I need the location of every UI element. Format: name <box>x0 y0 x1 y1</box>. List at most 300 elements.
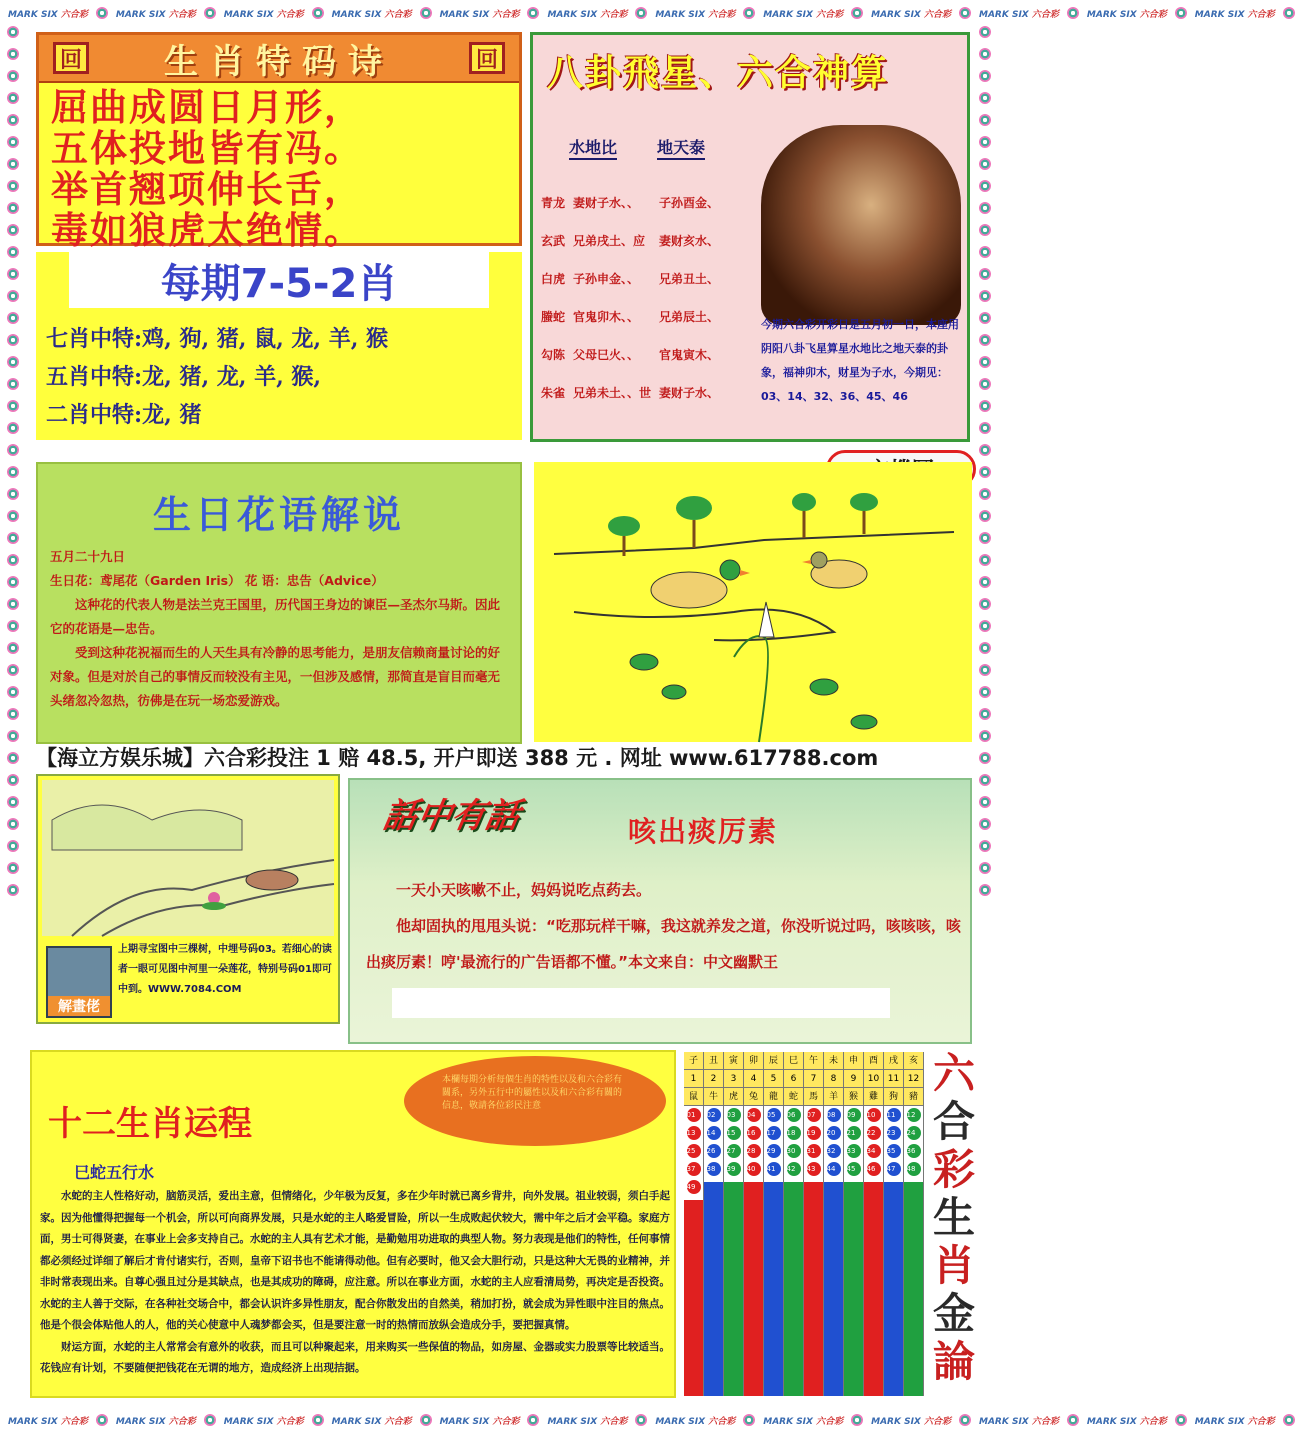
flower-icon <box>96 1414 108 1426</box>
animal-cell: 雞 <box>864 1088 883 1106</box>
flower-icon <box>7 466 19 478</box>
number-cell: 5 <box>764 1070 783 1088</box>
ball-number: 39 <box>727 1162 741 1176</box>
zodiac-fortune-panel <box>30 1050 676 1398</box>
bagua-row <box>537 221 723 259</box>
mark-six-tile: MARK SIX 六合彩 <box>115 1416 196 1427</box>
golden-char: 論 <box>932 1337 975 1386</box>
flower-icon <box>7 532 19 544</box>
animal-cell: 馬 <box>804 1088 823 1106</box>
mark-six-tile: MARK SIX 六合彩 <box>1194 9 1275 20</box>
branch-cell: 辰 <box>764 1052 783 1070</box>
flower-icon <box>7 136 19 148</box>
poem-glyph-right: 回 <box>469 42 505 74</box>
flower-icon <box>743 1414 755 1426</box>
zodiac-column <box>704 1052 724 1396</box>
flower-icon <box>979 730 991 742</box>
animal-cell: 龍 <box>764 1088 783 1106</box>
ball-number: 04 <box>747 1108 761 1122</box>
ball-number: 10 <box>867 1108 881 1122</box>
flower-icon <box>7 92 19 104</box>
flower-icon <box>979 554 991 566</box>
bagua-row <box>537 335 723 373</box>
bottom-border <box>0 1407 1275 1433</box>
flower-icon <box>979 752 991 764</box>
flower-icon <box>7 840 19 852</box>
flower-icon <box>7 48 19 60</box>
ball-number: 20 <box>827 1126 841 1140</box>
flower-icon <box>7 598 19 610</box>
poem-line: 举首翘项伸长舌， <box>51 167 363 211</box>
animal-cell: 兔 <box>744 1088 763 1106</box>
left-border <box>0 26 26 1407</box>
ducks-illustration <box>534 462 972 742</box>
flower-paragraph: 这种花的代表人物是法兰克王国里，历代国王身边的谏臣—圣杰尔马斯。因此它的花语是—忠告。 <box>50 597 501 636</box>
mark-six-tile: MARK SIX 六合彩 <box>1194 1416 1275 1427</box>
flower-icon <box>7 290 19 302</box>
flower-icon <box>635 1414 647 1426</box>
mark-six-tile: MARK SIX 六合彩 <box>871 1416 952 1427</box>
ball-number: 34 <box>867 1144 881 1158</box>
ball-number: 16 <box>747 1126 761 1140</box>
ball-number: 40 <box>747 1162 761 1176</box>
branch-cell: 丑 <box>704 1052 723 1070</box>
zodiac-column <box>744 1052 764 1396</box>
color-band <box>864 1182 883 1396</box>
flower-icon <box>7 510 19 522</box>
flower-icon <box>7 334 19 346</box>
bagua-spirit: 螣蛇 <box>541 309 566 324</box>
ball-number: 31 <box>807 1144 821 1158</box>
ball-number: 26 <box>707 1144 721 1158</box>
flower-icon <box>979 202 991 214</box>
joke-panel <box>348 778 972 1044</box>
flower-icon <box>979 488 991 500</box>
bagua-title: 八卦飛星、六合神算 <box>547 52 890 94</box>
number-cell: 8 <box>824 1070 843 1088</box>
bagua-spirit: 白虎 <box>541 271 566 286</box>
ball-number: 07 <box>807 1108 821 1122</box>
map-badge-label: 解畫佬 <box>48 996 110 1016</box>
ball-number: 36 <box>907 1144 921 1158</box>
duck-pond-drawing <box>534 462 972 742</box>
fortune-paragraph: 财运方面，水蛇的主人常常会有意外的收获，而且可以种聚起来，用来购买一些保值的物品，如房屋、金器或实力股票等比较适当。花钱应有计划，不要随便把钱花在无谓的地方，造成经济上出现拮据。 <box>40 1340 670 1374</box>
mark-six-tile: MARK SIX 六合彩 <box>8 9 88 20</box>
animal-cell: 牛 <box>704 1088 723 1106</box>
animal-cell: 鼠 <box>684 1088 703 1106</box>
flower-icon <box>979 114 991 126</box>
ball-number: 18 <box>787 1126 801 1140</box>
bagua-spirit: 玄武 <box>541 233 566 248</box>
bagua-line-a: 父母巳火、、 <box>573 347 640 362</box>
flower-icon <box>979 356 991 368</box>
ball-number: 38 <box>707 1162 721 1176</box>
ball-number: 24 <box>907 1126 921 1140</box>
ball-number: 11 <box>887 1108 901 1122</box>
ball-number: 29 <box>767 1144 781 1158</box>
bagua-line-a: 子孙申金、、 <box>573 271 640 286</box>
animal-cell: 豬 <box>904 1088 923 1106</box>
bagua-line-a: 兄弟未土、、世 <box>573 385 652 400</box>
flower-icon <box>7 796 19 808</box>
number-cell: 2 <box>704 1070 723 1088</box>
number-cell: 1 <box>684 1070 703 1088</box>
flower-icon <box>7 224 19 236</box>
bagua-line-b: 妻财亥水、 <box>659 233 720 248</box>
zodiac-column <box>904 1052 924 1396</box>
flower-icon <box>7 818 19 830</box>
flower-icon <box>979 708 991 720</box>
flower-icon <box>7 730 19 742</box>
flower-icon <box>979 224 991 236</box>
flower-icon <box>1067 7 1079 19</box>
flower-icon <box>979 664 991 676</box>
map-answer-badge <box>46 946 112 1018</box>
color-band <box>824 1182 843 1396</box>
flower-icon <box>527 1414 539 1426</box>
zodiac-poem-panel <box>36 32 522 252</box>
flower-date: 五月二十九日 <box>50 549 126 564</box>
color-band <box>764 1182 783 1396</box>
bagua-line-b: 官鬼寅木、 <box>659 347 720 362</box>
fortune-callout: 本欄每期分析每個生肖的特性以及和六合彩有關系，另外五行中的屬性以及和六合彩有關的信息，敬請各位彩民注意 <box>404 1056 666 1146</box>
color-band <box>784 1182 803 1396</box>
mark-six-tile: MARK SIX 六合彩 <box>547 9 628 20</box>
joke-title: 咳出痰厉素 <box>628 815 779 848</box>
zodiac-column <box>804 1052 824 1396</box>
flower-icon <box>979 378 991 390</box>
flower-icon <box>979 312 991 324</box>
bagua-line-b: 子孙酉金、 <box>659 195 720 210</box>
mark-six-tile: MARK SIX 六合彩 <box>331 9 412 20</box>
mark-six-tile: MARK SIX 六合彩 <box>1086 1416 1167 1427</box>
number-cell: 9 <box>844 1070 863 1088</box>
flower-icon <box>979 290 991 302</box>
bagua-row <box>537 183 723 221</box>
bagua-spirit: 朱雀 <box>541 385 566 400</box>
flower-icon <box>979 70 991 82</box>
zodiac-column <box>844 1052 864 1396</box>
ball-number: 45 <box>847 1162 861 1176</box>
flower-icon <box>7 554 19 566</box>
animal-cell: 狗 <box>884 1088 903 1106</box>
top-border <box>0 0 1275 26</box>
flower-icon <box>979 576 991 588</box>
flower-icon <box>204 7 216 19</box>
zodiac-column <box>764 1052 784 1396</box>
flower-icon <box>979 466 991 478</box>
mark-six-tile: MARK SIX 六合彩 <box>439 9 520 20</box>
bagua-line-b: 兄弟辰土、 <box>659 309 720 324</box>
flower-icon <box>312 1414 324 1426</box>
mark-six-tile: MARK SIX 六合彩 <box>655 9 736 20</box>
flower-icon <box>979 136 991 148</box>
flower-icon <box>979 246 991 258</box>
ball-number: 03 <box>727 1108 741 1122</box>
ball-number: 14 <box>707 1126 721 1140</box>
ball-number: 37 <box>687 1162 701 1176</box>
color-band <box>904 1182 923 1396</box>
joke-paragraph: 一天小天咳嗽不止，妈妈说吃点药去。 <box>396 881 652 899</box>
ball-number: 09 <box>847 1108 861 1122</box>
liuhe-zodiac-grid <box>684 1052 928 1396</box>
flower-title: 生日花语解说 <box>152 492 405 537</box>
flower-icon <box>979 422 991 434</box>
flower-icon <box>1283 1414 1295 1426</box>
mark-six-tile: MARK SIX 六合彩 <box>331 1416 412 1427</box>
flower-icon <box>7 488 19 500</box>
flower-icon <box>851 1414 863 1426</box>
mark-six-tile: MARK SIX 六合彩 <box>223 1416 304 1427</box>
flower-icon <box>420 7 432 19</box>
flower-icon <box>7 70 19 82</box>
ball-number: 17 <box>767 1126 781 1140</box>
ball-number: 08 <box>827 1108 841 1122</box>
bagua-spirit: 青龙 <box>541 195 566 210</box>
flower-icon <box>979 400 991 412</box>
bagua-line-a: 官鬼卯木、、 <box>573 309 640 324</box>
flower-icon <box>7 774 19 786</box>
flower-icon <box>204 1414 216 1426</box>
flower-icon <box>7 158 19 170</box>
flower-icon <box>7 268 19 280</box>
treasure-map-panel <box>36 774 340 1024</box>
color-band <box>684 1200 703 1396</box>
branch-cell: 子 <box>684 1052 703 1070</box>
flower-icon <box>7 686 19 698</box>
map-answer-text: 上期寻宝图中三棵树，中埋号码03。若细心的读者一眼可见图中河里一朵莲花，特别号码01即可中到。WWW.7084.COM <box>118 944 332 995</box>
flower-icon <box>7 752 19 764</box>
poem-line: 毒如狼虎太绝情。 <box>51 208 363 252</box>
zodiac-column <box>684 1052 704 1396</box>
poem-glyph-left: 回 <box>53 42 89 74</box>
flower-icon <box>979 686 991 698</box>
ball-number: 47 <box>887 1162 901 1176</box>
branch-cell: 寅 <box>724 1052 743 1070</box>
ball-number: 27 <box>727 1144 741 1158</box>
bagua-line-a: 兄弟戌土、应 <box>573 233 646 248</box>
mark-six-tile: MARK SIX 六合彩 <box>8 1416 88 1427</box>
branch-cell: 卯 <box>744 1052 763 1070</box>
mark-six-tile: MARK SIX 六合彩 <box>763 9 844 20</box>
number-cell: 10 <box>864 1070 883 1088</box>
color-band <box>744 1182 763 1396</box>
flower-icon <box>979 268 991 280</box>
ball-number: 12 <box>907 1108 921 1122</box>
flower-icon <box>1283 7 1295 19</box>
ball-number: 30 <box>787 1144 801 1158</box>
flower-icon <box>979 26 991 38</box>
ball-number: 42 <box>787 1162 801 1176</box>
mark-six-tile: MARK SIX 六合彩 <box>871 9 952 20</box>
flower-icon <box>979 818 991 830</box>
ball-number: 15 <box>727 1126 741 1140</box>
ball-number: 13 <box>687 1126 701 1140</box>
color-band <box>884 1182 903 1396</box>
ball-number: 48 <box>907 1162 921 1176</box>
flower-icon <box>851 7 863 19</box>
golden-char: 六 <box>932 1049 975 1098</box>
bagua-panel <box>530 32 970 442</box>
ball-number: 21 <box>847 1126 861 1140</box>
flower-icon <box>979 510 991 522</box>
flower-icon <box>1067 1414 1079 1426</box>
branch-cell: 亥 <box>904 1052 923 1070</box>
flower-icon <box>7 620 19 632</box>
flower-icon <box>635 7 647 19</box>
flower-icon <box>959 7 971 19</box>
ball-number: 01 <box>687 1108 701 1122</box>
golden-theory-title <box>930 1050 978 1400</box>
mark-six-tile: MARK SIX 六合彩 <box>655 1416 736 1427</box>
number-cell: 6 <box>784 1070 803 1088</box>
mark-six-tile: MARK SIX 六合彩 <box>1086 9 1167 20</box>
animal-cell: 羊 <box>824 1088 843 1106</box>
sage-portrait <box>761 125 961 325</box>
zodiac-column <box>884 1052 904 1396</box>
ball-number: 05 <box>767 1108 781 1122</box>
flower-paragraph: 受到这种花祝福而生的人天生具有冷静的思考能力，是朋友信赖商量讨论的好对象。但是对於自己的事情反而较没有主见，一但涉及感情，那简直是盲目而毫无头绪忽冷忽热，彷佛是在玩一场恋爱游戏。 <box>50 645 501 708</box>
fortune-paragraph: 水蛇的主人性格好动，脑筋灵活，爱出主意，但情绪化，少年极为反复，多在少年时就已离乡背井，向外发展。祖业较弱，须白手起家。因为他懂得把握每一个机会，所以可向商界发展，只是水蛇的主人略爱冒险，所以一生成败起伏较大，需中年之后才会平稳。家庭方面，男士可得贤妻，在事业上会多支持自己。水蛇的主人具有艺术才能，是勤勉用功进取的典型人物。努力表现是他们的特性，任何事情都必须经过详细了解后才肯付诸实行，否则，皇帝下诏书也不能请得动他。但有必要时，他又会大胆行动，只是这种大无畏的业精神，并非时常表现出来。自尊心强且过分是其缺点，也是其成功的障碍，应注意。所以在事业方面，水蛇的主人应看清局势，再决定是否投资。水蛇的主人善于交际，在各种社交场合中，都会认识许多异性朋友，配合你散发出的自然美，稍加打扮，就会成为异性眼中注目的焦点。他是个很会体贴他人的人，他的关心使意中人魂梦都会买，但是要注意一时的热情而放纵会造成分手，要把握真情。 <box>40 1190 670 1331</box>
number-cell: 12 <box>904 1070 923 1088</box>
flower-icon <box>7 862 19 874</box>
flower-icon <box>7 356 19 368</box>
flower-name-line: 生日花：鸢尾花（Garden Iris） 花 语：忠告（Advice） <box>50 573 384 588</box>
poem-line: 五体投地皆有冯。 <box>51 126 363 170</box>
flower-icon <box>979 334 991 346</box>
branch-cell: 巳 <box>784 1052 803 1070</box>
treasure-map-picture <box>42 780 334 936</box>
joke-paragraph: 他却固执的甩甩头说：“吃那玩样干嘛，我这就养发之道，你没听说过吗，咳咳咳，咳出痰厉素！哼'最流行的广告语都不懂。”本文来自：中文幽默王 <box>366 917 961 971</box>
bagua-row <box>537 259 723 297</box>
flower-icon <box>7 884 19 896</box>
hexagram-1: 水地比 <box>569 135 617 160</box>
flower-icon <box>7 114 19 126</box>
number-cell: 11 <box>884 1070 903 1088</box>
poem-title: 生肖特码诗 <box>164 41 394 82</box>
branch-cell: 申 <box>844 1052 863 1070</box>
flower-icon <box>1175 7 1187 19</box>
bagua-spirit: 勾陈 <box>541 347 566 362</box>
two-zodiac-row: 二肖中特:龙, 猪 <box>46 402 202 428</box>
mark-six-tile: MARK SIX 六合彩 <box>439 1416 520 1427</box>
flower-icon <box>7 378 19 390</box>
flower-icon <box>979 158 991 170</box>
bagua-line-a: 妻财子水、、 <box>573 195 640 210</box>
bagua-row <box>537 373 723 411</box>
hexagram-2: 地天泰 <box>657 135 705 160</box>
flower-icon <box>959 1414 971 1426</box>
flower-icon <box>979 840 991 852</box>
ball-number: 33 <box>847 1144 861 1158</box>
per-issue-header: 每期7-5-2肖 <box>69 252 489 308</box>
ball-number: 43 <box>807 1162 821 1176</box>
bagua-line-b: 妻财子水、 <box>659 385 720 400</box>
bagua-note: 今期六合彩开彩日是五月初一日，本座用阴阳八卦飞星算星水地比之地天泰的卦象，福神卯木，财星为子水，今期见：03、14、32、36、45、46 <box>761 318 959 403</box>
ball-number: 49 <box>687 1180 701 1194</box>
flower-icon <box>7 576 19 588</box>
flower-icon <box>979 642 991 654</box>
flower-icon <box>96 7 108 19</box>
flower-icon <box>527 7 539 19</box>
white-redaction-bar <box>392 988 890 1018</box>
ball-number: 25 <box>687 1144 701 1158</box>
ball-number: 35 <box>887 1144 901 1158</box>
zodiac-column <box>864 1052 884 1396</box>
golden-char: 生 <box>932 1193 975 1242</box>
golden-char: 肖 <box>932 1241 975 1290</box>
flower-icon <box>979 862 991 874</box>
zodiac-column <box>824 1052 844 1396</box>
mark-six-tile: MARK SIX 六合彩 <box>115 9 196 20</box>
five-zodiac-row: 五肖中特:龙, 猪, 龙, 羊, 猴, <box>46 364 322 390</box>
flower-icon <box>7 444 19 456</box>
flower-icon <box>979 774 991 786</box>
ball-number: 22 <box>867 1126 881 1140</box>
flower-icon <box>979 884 991 896</box>
bagua-line-b: 兄弟丑土、 <box>659 271 720 286</box>
flower-icon <box>1175 1414 1187 1426</box>
mark-six-tile: MARK SIX 六合彩 <box>547 1416 628 1427</box>
flower-icon <box>979 180 991 192</box>
flower-icon <box>7 312 19 324</box>
golden-char: 彩 <box>932 1145 975 1194</box>
ball-number: 44 <box>827 1162 841 1176</box>
mark-six-tile: MARK SIX 六合彩 <box>763 1416 844 1427</box>
flower-icon <box>7 26 19 38</box>
flower-icon <box>979 444 991 456</box>
number-cell: 4 <box>744 1070 763 1088</box>
birthday-flower-panel <box>36 462 522 744</box>
ball-number: 23 <box>887 1126 901 1140</box>
flower-icon <box>7 400 19 412</box>
golden-char: 合 <box>932 1097 975 1146</box>
mark-six-tile: MARK SIX 六合彩 <box>979 9 1059 20</box>
flower-icon <box>7 202 19 214</box>
branch-cell: 午 <box>804 1052 823 1070</box>
color-band <box>704 1182 723 1396</box>
per-issue-panel <box>36 252 522 440</box>
ball-number: 32 <box>827 1144 841 1158</box>
color-band <box>844 1182 863 1396</box>
flower-icon <box>7 708 19 720</box>
poem-line: 屈曲成圆日月形， <box>51 85 363 129</box>
ball-number: 41 <box>767 1162 781 1176</box>
ball-number: 06 <box>787 1108 801 1122</box>
flower-icon <box>312 7 324 19</box>
ad-banner[interactable]: 【海立方娱乐城】六合彩投注 1 赔 48.5, 开户即送 388 元 . 网址 www.617788.com <box>36 746 879 770</box>
branch-cell: 未 <box>824 1052 843 1070</box>
mark-six-tile: MARK SIX 六合彩 <box>223 9 304 20</box>
flower-icon <box>979 796 991 808</box>
flower-icon <box>979 92 991 104</box>
ball-number: 19 <box>807 1126 821 1140</box>
ball-number: 46 <box>867 1162 881 1176</box>
number-cell: 7 <box>804 1070 823 1088</box>
flower-icon <box>979 620 991 632</box>
animal-cell: 蛇 <box>784 1088 803 1106</box>
golden-char: 金 <box>932 1289 975 1338</box>
flower-icon <box>743 7 755 19</box>
flower-icon <box>7 422 19 434</box>
branch-cell: 戌 <box>884 1052 903 1070</box>
flower-icon <box>7 246 19 258</box>
flower-icon <box>420 1414 432 1426</box>
fortune-subtitle: 巳蛇五行水 <box>74 1163 155 1182</box>
animal-cell: 猴 <box>844 1088 863 1106</box>
flower-icon <box>979 598 991 610</box>
ball-number: 02 <box>707 1108 721 1122</box>
